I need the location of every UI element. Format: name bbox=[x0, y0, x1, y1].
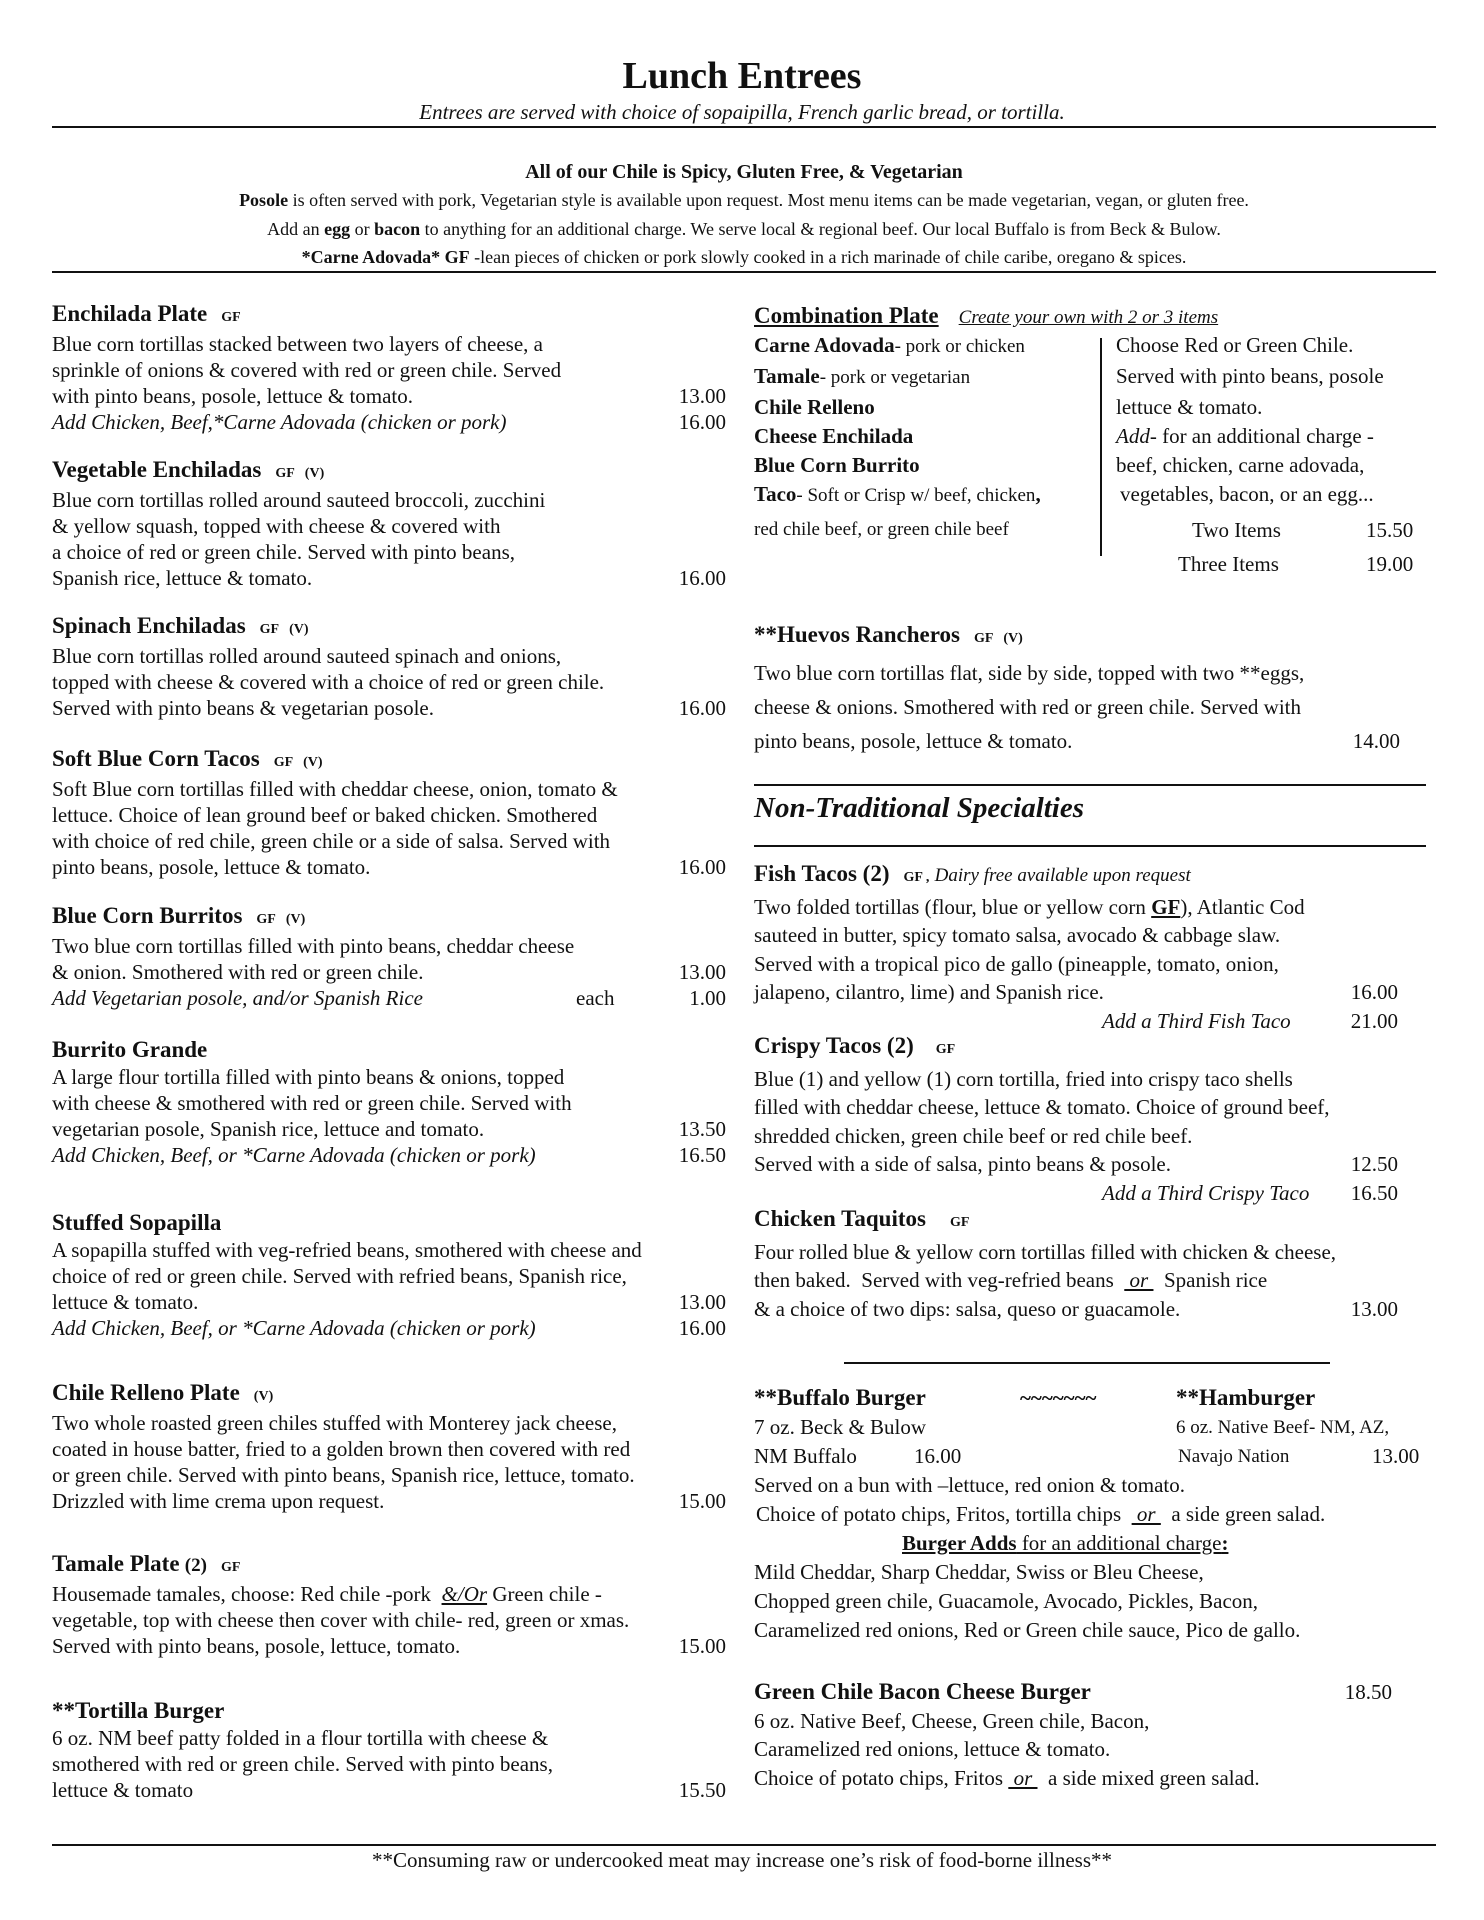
menu-item-tortilla-burger: **Tortilla Burger 6 oz. NM beef patty folded in a flour tortilla with cheese & smothered with red or green chile. Served with pinto beans, lettuce & tomato 15.50 bbox=[52, 1698, 726, 1802]
menu-item-burrito-grande: Burrito Grande A large flour tortilla filled with pinto beans & onions, topped with cheese & smothered with red or green chile. Served with vegetarian posole, Spanish rice, lettuce and tomato. 13.50 Add Chicken, Beef, or *Carne Adovada (chicken or pork) 16.50 bbox=[52, 1037, 726, 1167]
price: 14.00 bbox=[1352, 729, 1400, 753]
price: 13.00 bbox=[678, 384, 726, 408]
page-title: Lunch Entrees bbox=[622, 55, 862, 97]
price: 16.00 bbox=[678, 1316, 726, 1340]
column-divider bbox=[1100, 338, 1102, 556]
price: 16.00 bbox=[1350, 980, 1398, 1004]
page-subtitle: Entrees are served with choice of sopaipilla, French garlic bread, or tortilla. bbox=[419, 100, 1065, 124]
left-column bbox=[52, 0, 726, 1900]
menu-item-blue-corn-burritos: Blue Corn Burritos GF (V) Two blue corn tortillas filled with pinto beans, cheddar cheese & onion. Smothered with red or green chile. 13.00 Add Vegetarian posole, and/or Spanish Rice each 1.00 bbox=[52, 903, 726, 1010]
divider bbox=[754, 845, 1426, 847]
price: 16.00 bbox=[678, 410, 726, 434]
menu-item-enchilada-plate: Enchilada Plate GF Blue corn tortillas stacked between two layers of cheese, a sprinkle of onions & covered with red or green chile. Served with pinto beans, posole, lettuce & tomato. 13.00 Add Chicken, Beef,*Carne Adovada (chicken or pork) 16.00 bbox=[52, 301, 726, 434]
menu-item-fish-tacos: Fish Tacos (2) GF , Dairy free available upon request Two folded tortillas (flour, blue or yellow corn GF), Atlantic Cod sauteed in butter, spicy tomato salsa, avocado & cabbage slaw. Served with a tropical pico de gallo (pineapple, tomato, onion, jalapeno, cilantro, lime) and Spanish rice. 16.00 Add a Third Fish Taco 21.00 bbox=[754, 860, 1426, 1035]
section-title: Non-Traditional Specialties bbox=[754, 792, 1085, 824]
price: 16.00 bbox=[678, 855, 726, 879]
price: 16.00 bbox=[678, 696, 726, 720]
menu-item-chile-relleno-plate: Chile Relleno Plate (V) Two whole roasted green chiles stuffed with Monterey jack cheese, coated in house batter, fried to a golden brown then covered with red or green chile. Served with pinto beans, Spanish rice, lettuce, tomato. Drizzled with lime crema upon request. 15.00 bbox=[52, 1380, 726, 1513]
price: 15.00 bbox=[678, 1489, 726, 1513]
price: 13.00 bbox=[1372, 1444, 1420, 1468]
divider bbox=[754, 784, 1426, 786]
divider bbox=[52, 1844, 1436, 1846]
footer-warning: **Consuming raw or undercooked meat may increase one’s risk of food-borne illness** bbox=[371, 1848, 1113, 1872]
price: 15.00 bbox=[678, 1634, 726, 1658]
menu-item-spinach-enchiladas: Spinach Enchiladas GF (V) Blue corn tortillas rolled around sauteed spinach and onions, topped with cheese & covered with a choice of red or green chile. Served with pinto beans & vegetarian posole. 16.00 bbox=[52, 613, 726, 720]
divider bbox=[844, 1362, 1330, 1364]
price: 19.00 bbox=[1366, 552, 1414, 576]
menu-item-stuffed-sopapilla: Stuffed Sopapilla A sopapilla stuffed with veg-refried beans, smothered with cheese and choice of red or green chile. Served with refried beans, Spanish rice, lettuce & tomato. 13.00 Add Chicken, Beef, or *Carne Adovada (chicken or pork) 16.00 bbox=[52, 1210, 726, 1340]
menu-item-soft-blue-corn-tacos: Soft Blue Corn Tacos GF (V) Soft Blue corn tortillas filled with cheddar cheese, onion, tomato & lettuce. Choice of lean ground beef or baked chicken. Smothered with choice of red chile, green chile or a side of salsa. Served with pinto beans, posole, lettuce & tomato. 16.00 bbox=[52, 746, 726, 879]
price: 15.50 bbox=[1366, 518, 1414, 542]
price: 16.00 bbox=[678, 566, 726, 590]
price: 16.00 bbox=[914, 1444, 962, 1468]
carne-note: *Carne Adovada* GF -lean pieces of chicken or pork slowly cooked in a rich marinade of chile caribe, oregano & spices. bbox=[301, 247, 1187, 267]
price: 15.50 bbox=[678, 1778, 726, 1802]
price: 16.50 bbox=[678, 1143, 726, 1167]
price: 13.00 bbox=[1350, 1296, 1398, 1321]
menu-item-combination-plate: Combination Plate Create your own with 2 or 3 items Carne Adovada- pork or chicken Choose Red or Green Chile. Tamale- pork or vegetarian Served with pinto beans, posole Chile Relleno lettuce & tomato. Cheese Enchilada Add- for an additional charge - Blue Corn Burrito beef, chicken, carne adovada, Taco- Soft or Crisp w/ beef, chicken, vegetables, bacon, or an egg... red chile beef, or green chile beef Two Items 15.50 Three Items 19.00 bbox=[754, 303, 1414, 576]
menu-item-chicken-taquitos: Chicken Taquitos GF Four rolled blue & yellow corn tortillas filled with chicken & cheese, then baked. Served with veg-refried beans or Spanish rice & a choice of two dips: salsa, queso or guacamole. 13.00 bbox=[754, 1205, 1426, 1323]
menu-item-vegetable-enchiladas: Vegetable Enchiladas GF (V) Blue corn tortillas rolled around sauteed broccoli, zucchini & yellow squash, topped with cheese & covered with a choice of red or green chile. Served with pinto beans, Spanish rice, lettuce & tomato. 16.00 bbox=[52, 457, 726, 590]
posole-note: Posole is often served with pork, Vegetarian style is available upon request. Most menu items can be made vegetarian, vegan, or gluten free. bbox=[239, 190, 1249, 210]
price: 13.00 bbox=[678, 960, 726, 984]
menu-item-burgers: **Buffalo Burger ~~~~~~~ **Hamburger 7 oz. Beck & Bulow 6 oz. Native Beef- NM, AZ, NM Buffalo 16.00 Navajo Nation 13.00 Served on a bun with –lettuce, red onion & tomato. Choice of potato chips, Fritos, tortilla chips or a side green salad. Burger Adds for an additional charge: Mild Cheddar, Sharp Cheddar, Swiss or Bleu Cheese, Chopped green chile, Guacamole, Avocado, Pickles, Bacon, Caramelized red onions, Red or Green chile sauce, Pico de gallo. bbox=[754, 1385, 1420, 1642]
right-column bbox=[754, 0, 1426, 1900]
price: 18.50 bbox=[1344, 1680, 1392, 1704]
price: 16.50 bbox=[1350, 1180, 1398, 1205]
menu-item-tamale-plate: Tamale Plate (2) GF Housemade tamales, choose: Red chile -pork &/Or Green chile - vegetable, top with cheese then cover with chile- red, green or xmas. Served with pinto beans, posole, lettuce, tomato. 15.00 bbox=[52, 1551, 726, 1658]
menu-item-huevos-rancheros: **Huevos Rancheros GF (V) Two blue corn tortillas flat, side by side, topped with two **eggs, cheese & onions. Smothered with red or green chile. Served with pinto beans, posole, lettuce & tomato. 14.00 bbox=[754, 618, 1426, 758]
price: 12.50 bbox=[1350, 1152, 1398, 1176]
menu-item-crispy-tacos: Crispy Tacos (2) GF Blue (1) and yellow (1) corn tortilla, fried into crispy taco shells filled with cheddar cheese, lettuce & tomato. Choice of ground beef, shredded chicken, green chile beef or red chile beef. Served with a side of salsa, pinto beans & posole. 12.50 Add a Third Crispy Taco 16.50 bbox=[754, 1032, 1426, 1207]
price: 13.50 bbox=[678, 1117, 726, 1141]
price: 13.00 bbox=[678, 1290, 726, 1314]
menu-item-green-chile-bacon-cheese-burger: Green Chile Bacon Cheese Burger 18.50 6 oz. Native Beef, Cheese, Green chile, Bacon, Caramelized red onions, lettuce & tomato. Choice of potato chips, Fritos or a side mixed green salad. bbox=[754, 1679, 1392, 1790]
price: 21.00 bbox=[1350, 1008, 1398, 1033]
chile-note: All of our Chile is Spicy, Gluten Free, & Vegetarian bbox=[525, 161, 963, 183]
add-note: Add an egg or bacon to anything for an additional charge. We serve local & regional beef. Our local Buffalo is from Beck & Bulow. bbox=[267, 219, 1221, 239]
price: 1.00 bbox=[689, 986, 726, 1010]
